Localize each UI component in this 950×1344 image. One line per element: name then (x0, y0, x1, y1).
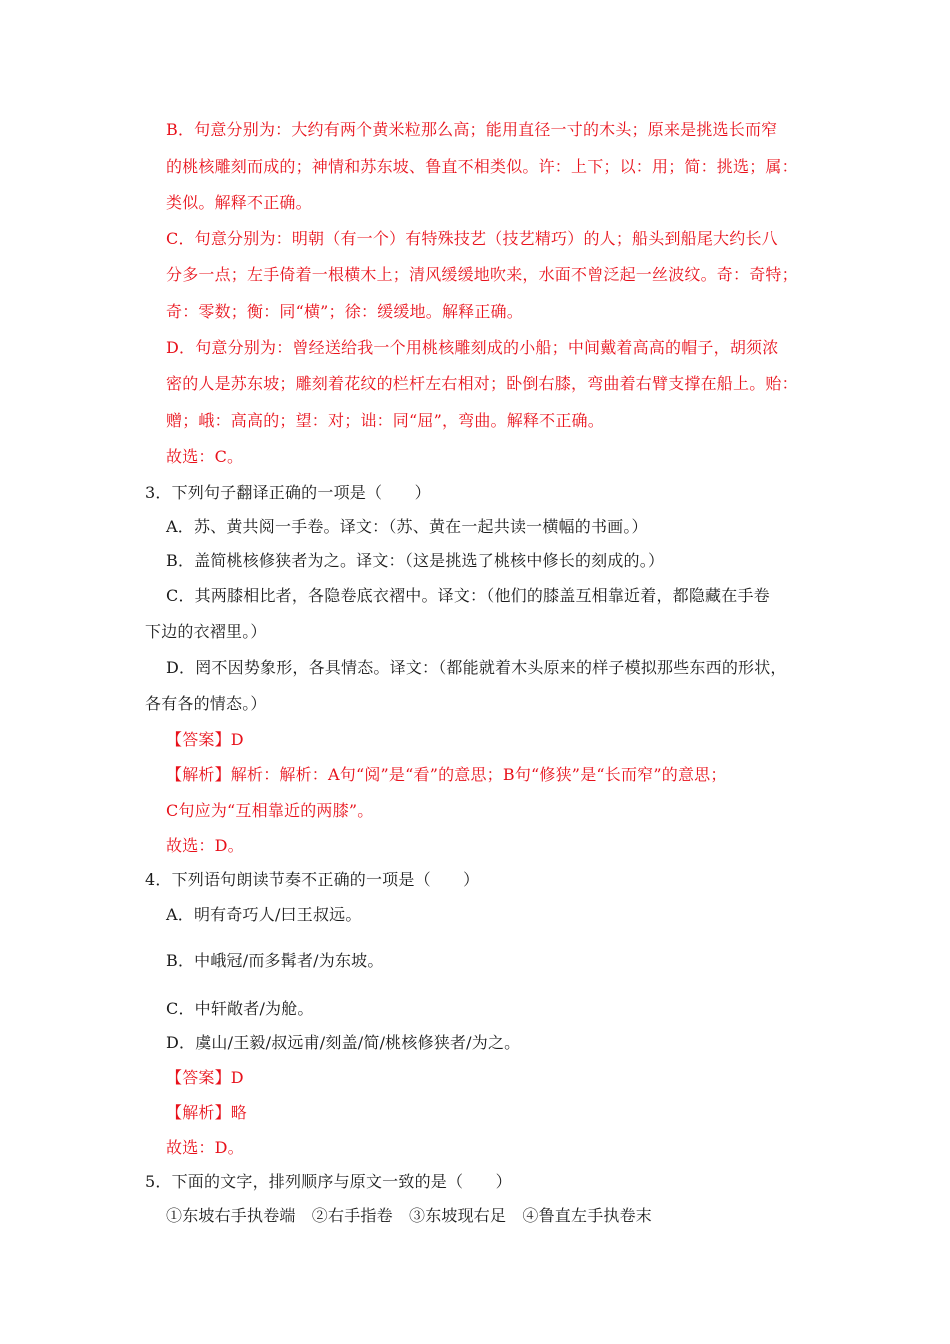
q4-stem: 4．下列语句朗读节奏不正确的一项是（ ） (145, 870, 480, 889)
q4-choice: 故选：D。 (166, 1138, 244, 1157)
q4-answer: 【答案】D (166, 1068, 244, 1087)
q3-answer: 【答案】D (166, 730, 244, 749)
q3-option-d-line-1: D．罔不因势象形，各具情态。译文：（都能就着木头原来的样子模拟那些东西的形状， (166, 658, 787, 677)
q3-option-c-line-1: C．其两膝相比者，各隐卷底衣褶中。译文：（他们的膝盖互相靠近着，都隐藏在手卷 (166, 586, 770, 605)
q3-analysis-line-2: C句应为“互相靠近的两膝”。 (166, 801, 374, 820)
q2-explanation-b-line-1: B．句意分别为：大约有两个黄米粒那么高；能用直径一寸的木头；原来是挑选长而窄 (166, 120, 778, 139)
q4-option-b: B．中峨冠/而多髯者/为东坡。 (166, 951, 384, 970)
q4-analysis: 【解析】略 (166, 1103, 248, 1122)
q3-option-b: B．盖简桃核修狭者为之。译文：（这是挑选了桃核中修长的刻成的。） (166, 551, 665, 570)
q3-option-a: A．苏、黄共阅一手卷。译文：（苏、黄在一起共读一横幅的书画。） (166, 517, 648, 536)
q2-explanation-c-line-1: C．句意分别为：明朝（有一个）有特殊技艺（技艺精巧）的人；船头到船尾大约长八 (166, 229, 778, 248)
q2-explanation-c-line-3: 奇：零数；衡：同“横”；徐：缓缓地。解释正确。 (166, 302, 523, 321)
q5-stem: 5．下面的文字，排列顺序与原文一致的是（ ） (145, 1172, 512, 1191)
q2-explanation-d-line-2: 密的人是苏东坡；雕刻着花纹的栏杆左右相对；卧倒右膝，弯曲着右臂支撑在船上。贻： (166, 374, 798, 393)
q3-choice: 故选：D。 (166, 836, 244, 855)
q4-option-d: D．虞山/王毅/叔远甫/刻盖/简/桃核修狭者/为之。 (166, 1033, 521, 1052)
q2-choice: 故选：C。 (166, 447, 244, 466)
q3-stem: 3．下列句子翻译正确的一项是（ ） (145, 483, 431, 502)
q4-option-c: C．中轩敞者/为舱。 (166, 999, 314, 1018)
q2-explanation-c-line-2: 分多一点；左手倚着一根横木上；清风缓缓地吹来，水面不曾泛起一丝波纹。奇：奇特； (166, 265, 798, 284)
q2-explanation-b-line-2: 的桃核雕刻而成的；神情和苏东坡、鲁直不相类似。许：上下；以：用；简：挑选；属： (166, 157, 798, 176)
q4-option-a: A．明有奇巧人/曰王叔远。 (166, 905, 362, 924)
q2-explanation-d-line-1: D．句意分别为：曾经送给我一个用桃核雕刻成的小船；中间戴着高高的帽子，胡须浓 (166, 338, 779, 357)
q3-option-d-line-2: 各有各的情态。） (145, 694, 267, 713)
q3-option-c-line-2: 下边的衣褶里。） (145, 622, 267, 641)
q3-analysis-line-1: 【解析】解析：解析：A句“阅”是“看”的意思；B句“修狭”是“长而窄”的意思； (166, 765, 727, 784)
q5-items: ①东坡右手执卷端 ②右手指卷 ③东坡现右足 ④鲁直左手执卷末 (166, 1206, 653, 1225)
q2-explanation-b-line-3: 类似。解释不正确。 (166, 193, 312, 212)
q2-explanation-d-line-3: 赠；峨：高高的；望：对；诎：同“屈”，弯曲。解释不正确。 (166, 411, 604, 430)
